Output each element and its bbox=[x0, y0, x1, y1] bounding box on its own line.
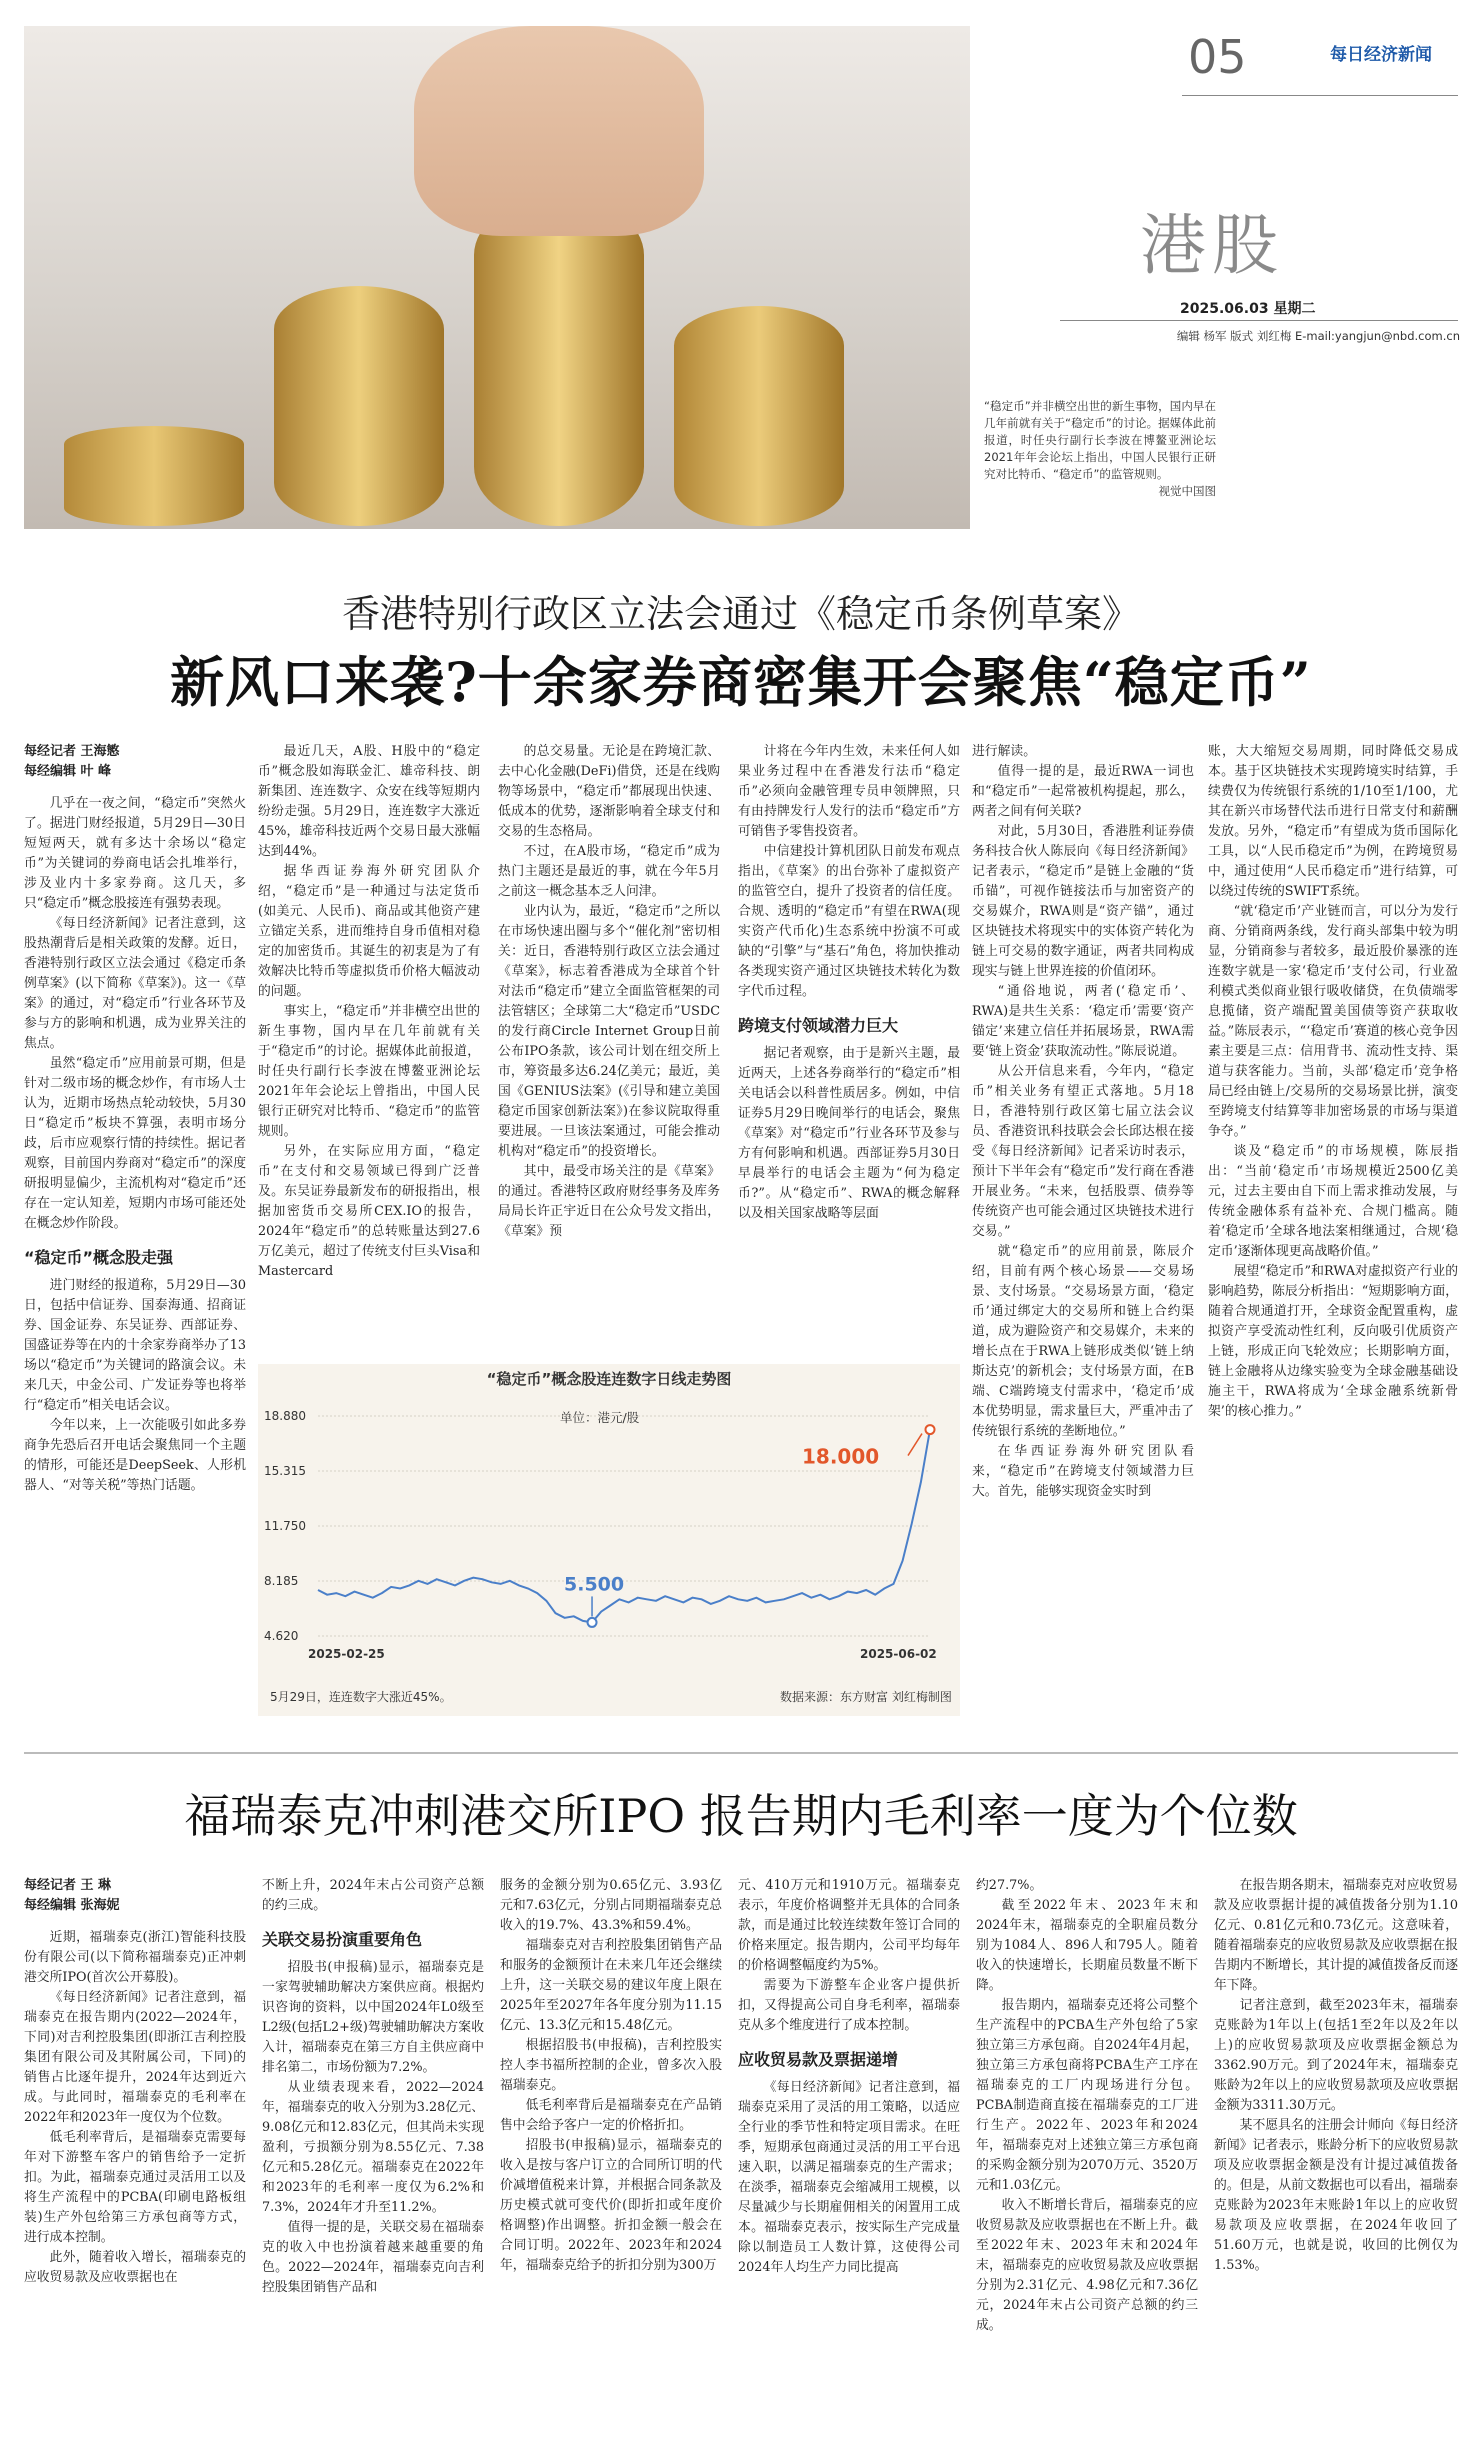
paragraph: 在华西证券海外研究团队看来，“稳定币”在跨境支付领域潜力巨大。首先，能够实现资金实时到 bbox=[972, 1444, 1194, 1499]
paragraph: 福瑞泰克对吉利控股集团销售产品和服务的金额预计在未来几年还会继续上升，这一关联交易的建议年度上限在2025年至2027年各年度分别为11.15亿元、13.3亿元和15.48亿元。 bbox=[500, 1938, 722, 2033]
paragraph: 《每日经济新闻》记者注意到，这股热潮背后是相关政策的发酵。近日，香港特别行政区立法会通过《稳定币条例草案》(以下简称《草案》)。这一《草案》的通过，对“稳定币”行业各环节及参与方的影响和机遇，成为业界关注的焦点。 bbox=[24, 916, 246, 1051]
story2-column-3 bbox=[500, 1876, 722, 2416]
paragraph: 计将在今年内生效，未来任何人如果业务过程中在香港发行法币“稳定币”必须向金融管理专员申领牌照，只有由持牌发行人发行的法币“稳定币”方可销售予零售投资者。 bbox=[738, 744, 960, 839]
story2-column-4 bbox=[738, 1876, 960, 2416]
data-label: 5.500 bbox=[564, 1573, 625, 1596]
story2-column-6 bbox=[1214, 1876, 1458, 2416]
paragraph: 约27.7%。 bbox=[976, 1878, 1043, 1893]
paragraph: 值得一提的是，最近RWA一词也和“稳定币”一起常被机构提起，那么，两者之间有何关联? bbox=[972, 764, 1194, 819]
paragraph: 虽然“稳定币”应用前景可期，但是针对二级市场的概念炒作，有市场人士认为，近期市场热点轮动较快，5月30日“稳定币”板块不算强，表明市场分歧，后市应观察行情的持续性。据记者观察，目前国内券商对“稳定币”的深度研报明显偏少，主流机构对“稳定币”还存在一定认知差，短期内市场可能还处在概念炒作阶段。 bbox=[24, 1056, 246, 1231]
paragraph: 对此，5月30日，香港胜利证券债务科技合伙人陈辰向《每日经济新闻》记者表示，“稳定币”是链上金融的“货币锚”，可视作链接法币与加密资产的交易媒介，RWA则是“资产锚”，通过区块链技术将现实中的实体资产转化为链上可交易的数字通证，两者共同构成现实与链上世界连接的价值闭环。 bbox=[972, 824, 1194, 979]
paragraph: 最近几天，A股、H股中的“稳定币”概念股如海联金汇、雄帝科技、朗新集团、连连数字、众安在线等短期内纷纷走强。5月29日，连连数字大涨近45%，雄帝科技近两个交易日最大涨幅达到44%。 bbox=[258, 744, 480, 859]
photo-caption-text: “稳定币”并非横空出世的新生事物，国内早在几年前就有关于“稳定币”的讨论。据媒体此前报道，时任央行副行长李波在博鳌亚洲论坛2021年年会论坛上指出，中国人民银行正研究对比特币、“稳定币”的监管规则。 bbox=[984, 399, 1216, 481]
paragraph: 事实上，“稳定币”并非横空出世的新生事物，国内早在几年前就有关于“稳定币”的讨论。据媒体此前报道，时任央行副行长李波在博鳌亚洲论坛2021年年会论坛上曾指出，中国人民银行正研究对比特币、“稳定币”的监管规则。 bbox=[258, 1004, 480, 1139]
story2-reporter: 每经记者 王 琳 bbox=[24, 1878, 112, 1893]
paragraph: 据记者观察，由于是新兴主题，最近两天，上述各券商举行的“稳定币”相关电话会以科普性质居多。例如，中信证券5月29日晚间举行的电话会，聚焦《草案》对“稳定币”行业各环节及参与方有何影响和机遇。西部证券5月30日早晨举行的电话会主题为“何为稳定币?”。从“稳定币”、RWA的概念解释以及相关国家战略等层面 bbox=[738, 1046, 960, 1221]
x-tick-label: 2025-02-25 bbox=[308, 1647, 385, 1661]
chart-title: “稳定币”概念股连连数字日线走势图 bbox=[486, 1370, 732, 1388]
story1-editor: 每经编辑 叶 峰 bbox=[24, 764, 112, 779]
paragraph: 账，大大缩短交易周期，同时降低交易成本。基于区块链技术实现跨境实时结算，手续费仅为传统银行系统的1/10至1/100，尤其在新兴市场替代法币进行日常支付和薪酬发放。另外，“稳定币”有望成为货币国际化工具，以“人民币稳定币”为例，在跨境贸易中，通过使用“人民币稳定币”进行结算，可以绕过传统的SWIFT系统。 bbox=[1208, 744, 1458, 899]
story2-section-heading-receivable: 应收贸易款及票据递增 bbox=[738, 2050, 899, 2069]
photo-caption bbox=[984, 398, 1216, 500]
paragraph: 低毛利率背后是福瑞泰克在产品销售中会给予客户一定的价格折扣。 bbox=[500, 2098, 722, 2133]
story1-column-1 bbox=[24, 742, 246, 1752]
page-number: 05 bbox=[1188, 30, 1247, 84]
paragraph: 招股书(申报稿)显示，福瑞泰克的收入是按与客户订立的合同所订明的代价减增值税来计算，并根据合同条款及历史模式就可变代价(即折扣或年度价格调整)作出调整。折扣金额一般会在合同订明。2022年、2023年和2024年，福瑞泰克给予的折扣分别为300万 bbox=[500, 2138, 722, 2273]
date-rule bbox=[1060, 320, 1458, 321]
paragraph: 《每日经济新闻》记者注意到，福瑞泰克采用了灵活的用工策略，以适应全行业的季节性和特定项目需求。在旺季，短期承包商通过灵活的用工平台迅速入职，以满足福瑞泰克的生产需求；在淡季，福瑞泰克会缩减用工规模，以尽量减少与长期雇佣相关的闲置用工成本。福瑞泰克表示，按实际生产完成量除以制造员工人数计算，这使得公司2024年人均生产力同比提高 bbox=[738, 2080, 960, 2275]
paragraph: 根据招股书(申报稿)，吉利控股实控人李书福所控制的企业，曾多次入股福瑞泰克。 bbox=[500, 2038, 722, 2093]
paragraph: “通俗地说，两者(‘稳定币’、RWA)是共生关系：‘稳定币’需要‘资产锚定’来建立信任并拓展场景，RWA需要‘链上资金’获取流动性。”陈辰说道。 bbox=[972, 984, 1194, 1059]
paragraph: 从业绩表现来看，2022—2024年，福瑞泰克的收入分别为3.28亿元、9.08亿元和12.83亿元，但其尚未实现盈利，亏损额分别为8.55亿元、7.38亿元和5.28亿元。福瑞泰克在2022年和2023年的毛利率一度仅为6.2%和7.3%，2024年才升至11.2%。 bbox=[262, 2080, 484, 2215]
paragraph: 元、410万元和1910万元。福瑞泰克表示，年度价格调整并无具体的合同条款，而是通过比较连续数年签订合同的价格来厘定。报告期内，公司平均每年的价格调整幅度约为5%。 bbox=[738, 1878, 960, 1973]
data-point-marker bbox=[926, 1425, 935, 1434]
story2-column-2 bbox=[262, 1876, 484, 2416]
paragraph: 不断上升，2024年末占公司资产总额的约三成。 bbox=[262, 1878, 484, 1913]
editor-credits: 编辑 杨军 版式 刘红梅 E-mail:yangjun@nbd.com.cn bbox=[1176, 329, 1460, 343]
paragraph: 进门财经的报道称，5月29日—30日，包括中信证券、国泰海通、招商证券、国金证券、东吴证券、西部证券、国盛证券等在内的十余家券商举办了13场以“稳定币”为关键词的路演会议。未来几天，中金公司、广发证券等也将举行“稳定币”相关电话会议。 bbox=[24, 1278, 246, 1413]
paragraph: 的总交易量。无论是在跨境汇款、去中心化金融(DeFi)借贷，还是在线购物等场景中，“稳定币”都展现出快速、低成本的优势，逐渐影响着全球支付和交易的生态格局。 bbox=[498, 744, 720, 839]
y-tick-label: 15.315 bbox=[264, 1464, 306, 1478]
section-title: 港股 bbox=[1140, 207, 1284, 284]
story1-column-6 bbox=[1208, 742, 1458, 1752]
chart-note: 5月29日，连连数字大涨近45%。 bbox=[270, 1690, 452, 1704]
paragraph: 从公开信息来看，今年内，“稳定币”相关业务有望正式落地。5月18日，香港特别行政区第七届立法会议员、香港资讯科技联会会长邱达根在接受《每日经济新闻》记者采访时表示，预计下半年会有“稳定币”发行商在香港开展业务。“未来，包括股票、债券等传统资产也可能会通过区块链技术进行交易。” bbox=[972, 1064, 1194, 1239]
paragraph: 今年以来，上一次能吸引如此多券商争先恐后召开电话会聚焦同一个主题的情形，可能还是DeepSeek、人形机器人、“对等关税”等热门话题。 bbox=[24, 1418, 246, 1493]
paragraph: 另外，在实际应用方面，“稳定币”在支付和交易领域已得到广泛普及。东吴证券最新发布的研报指出，根据加密货币交易所CEX.IO的报告，2024年“稳定币”的总转账量达到27.6万亿美元，超过了传统支付巨头Visa和Mastercard bbox=[258, 1144, 480, 1279]
paragraph: 谈及“稳定币”的市场规模，陈辰指出：“当前‘稳定币’市场规模近2500亿美元，过去主要由自下而上需求推动发展，与传统金融体系有益补充、合规门槛高。随着‘稳定币’全球各地法案相继通过，合规‘稳定币’逐渐体现更高战略价值。” bbox=[1208, 1144, 1458, 1259]
story1-column-2 bbox=[258, 742, 480, 1354]
paragraph: 近期，福瑞泰克(浙江)智能科技股份有限公司(以下简称福瑞泰克)正冲刺港交所IPO(首次公开募股)。 bbox=[24, 1930, 246, 1985]
paragraph: 记者注意到，截至2023年末，福瑞泰克账龄为1年以上(包括1至2年以及2年以上)的应收贸易款项及应收票据金额总为3362.90万元。到了2024年末，福瑞泰克账龄为2年以上的应收贸易款项及应收票据金额为3311.30万元。 bbox=[1214, 1998, 1458, 2113]
paragraph: 此外，随着收入增长，福瑞泰克的应收贸易款及应收票据也在 bbox=[24, 2250, 246, 2285]
story2-headline: 福瑞泰克冲刺港交所IPO 报告期内毛利率一度为个位数 bbox=[184, 1789, 1298, 1843]
y-tick-label: 4.620 bbox=[264, 1629, 299, 1643]
masthead-rule bbox=[1182, 95, 1458, 96]
y-tick-label: 8.185 bbox=[264, 1574, 299, 1588]
issue-date: 2025.06.03 星期二 bbox=[1180, 301, 1316, 317]
paragraph: 招股书(申报稿)显示，福瑞泰克是一家驾驶辅助解决方案供应商。根据灼识咨询的资料，以中国2024年L0级至L2级(包括L2+级)驾驶辅助解决方案收入计，福瑞泰克在第三方自主供应商中排名第二，市场份额为7.2%。 bbox=[262, 1960, 484, 2075]
paragraph: 低毛利率背后，是福瑞泰克需要每年对下游整车客户的销售给予一定折扣。为此，福瑞泰克通过灵活用工以及将生产流程中的PCBA(印刷电路板组装)生产外包给第三方承包商等方式，进行成本控制。 bbox=[24, 2130, 246, 2245]
paragraph: 几乎在一夜之间，“稳定币”突然火了。据进门财经报道，5月29日—30日短短两天，就有多达十余场以“稳定币”为关键词的券商电话会扎堆举行，涉及业内十多家券商。这几天，多只“稳定币”概念股接连有强势表现。 bbox=[24, 796, 246, 911]
story1-column-5 bbox=[972, 742, 1194, 1752]
story-divider bbox=[24, 1752, 1458, 1754]
story1-section-heading-cross-border: 跨境支付领域潜力巨大 bbox=[738, 1016, 899, 1035]
story1-reporter: 每经记者 王海慜 bbox=[24, 744, 120, 759]
story1-headline: 新风口来袭?十余家券商密集开会聚焦“稳定币” bbox=[170, 650, 1312, 714]
y-tick-label: 18.880 bbox=[264, 1409, 306, 1423]
data-label: 18.000 bbox=[802, 1444, 880, 1469]
chart-source: 数据来源：东方财富 刘红梅制图 bbox=[780, 1690, 952, 1704]
story1-column-4 bbox=[738, 742, 960, 1354]
paragraph: 报告期内，福瑞泰克还将公司整个生产流程中的PCBA生产外包给了5家独立第三方承包商。自2024年4月起，独立第三方承包商将PCBA生产工序在福瑞泰克的工厂内现场进行分包。PCBA制造商直接在福瑞泰克的工厂进行生产。2022年、2023年和2024年，福瑞泰克对上述独立第三方承包商的采购金额分别为2070万元、3520万元和1.03亿元。 bbox=[976, 1998, 1198, 2193]
line-chart bbox=[258, 1394, 960, 1686]
paragraph: 截至2022年末、2023年末和2024年末，福瑞泰克的全职雇员数分别为1084人、896人和795人。随着收入的快速增长，长期雇员数量不断下降。 bbox=[976, 1898, 1198, 1993]
annotation-leader bbox=[908, 1434, 922, 1456]
paragraph: 不过，在A股市场，“稳定币”成为热门主题还是最近的事，就在今年5月之前这一概念基本乏人问津。 bbox=[498, 844, 720, 899]
paper-name: 每日经济新闻 bbox=[1330, 45, 1432, 65]
paragraph: 《每日经济新闻》记者注意到，福瑞泰克在报告期内(2022—2024年，下同)对吉利控股集团(即浙江吉利控股集团有限公司及其附属公司，下同)的销售占比逐年提升，2024年达到近六成。与此同时，福瑞泰克的毛利率在2022年和2023年一度仅为个位数。 bbox=[24, 1990, 246, 2125]
y-tick-label: 11.750 bbox=[264, 1519, 306, 1533]
paragraph: 进行解读。 bbox=[972, 744, 1036, 759]
paragraph: 在报告期各期末，福瑞泰克对应收贸易款及应收票据计提的减值拨备分别为1.10亿元、0.81亿元和0.73亿元。这意味着，随着福瑞泰克的应收贸易款及应收票据在报告期内不断增长，其计提的减值拨备反而逐年下降。 bbox=[1214, 1878, 1458, 1993]
story1-subhead: 香港特别行政区立法会通过《稳定币条例草案》 bbox=[341, 592, 1140, 636]
photo-credit: 视觉中国图 bbox=[1158, 484, 1216, 498]
story1-section-heading-concept: “稳定币”概念股走强 bbox=[24, 1248, 174, 1267]
paragraph: 业内认为，最近，“稳定币”之所以在市场快速出圈与多个“催化剂”密切相关：近日，香港特别行政区立法会通过《草案》，标志着香港成为全球首个针对法币“稳定币”建立全面监管框架的司法管辖区；全球第二大“稳定币”USDC的发行商Circle Internet Group日前公布IPO条款，该公司计划在纽交所上市，筹资最多达6.24亿美元；最近，美国《GENIUS法案》(《引导和建立美国稳定币国家创新法案》)在参议院取得重要进展。一旦该法案通过，可能会推动机构对“稳定币”的投资增长。 bbox=[498, 904, 720, 1159]
story2-column-1 bbox=[24, 1876, 246, 2416]
paragraph: 收入不断增长背后，福瑞泰克的应收贸易款及应收票据也在不断上升。截至2022年末、2023年末和2024年末，福瑞泰克的应收贸易款及应收票据分别为2.31亿元、4.98亿元和7.36亿元，2024年末占公司资产总额的约三成。 bbox=[976, 2198, 1198, 2333]
paragraph: 展望“稳定币”和RWA对虚拟资产行业的影响趋势，陈辰分析指出：“短期影响方面，随着合规通道打开，全球资金配置重构，虚拟资产享受流动性红利，反向吸引优质资产上链，形成正向飞轮效应；长期影响方面，链上金融将从边缘实验变为全球金融基础设施主干，RWA将成为‘全球金融系统新骨架’的核心推力。” bbox=[1208, 1264, 1458, 1419]
paragraph: 值得一提的是，关联交易在福瑞泰克的收入中也扮演着越来越重要的角色。2022—2024年，福瑞泰克向吉利控股集团销售产品和 bbox=[262, 2220, 484, 2295]
paragraph: 需要为下游整车企业客户提供折扣，又得提高公司自身毛利率，福瑞泰克从多个维度进行了成本控制。 bbox=[738, 1978, 960, 2033]
hero-photo-coins bbox=[24, 26, 970, 529]
paragraph: 据华西证券海外研究团队介绍，“稳定币”是一种通过与法定货币(如美元、人民币)、商品或其他资产建立锚定关系，进而维持自身币值相对稳定的加密货币。其诞生的初衷是为了有效解决比特币等虚拟货币价格大幅波动的问题。 bbox=[258, 864, 480, 999]
story2-editor: 每经编辑 张海妮 bbox=[24, 1898, 120, 1913]
story2-section-heading-related: 关联交易扮演重要角色 bbox=[262, 1930, 423, 1949]
paragraph: 其中，最受市场关注的是《草案》的通过。香港特区政府财经事务及库务局局长许正宇近日在公众号发文指出，《草案》预 bbox=[498, 1164, 720, 1239]
story1-column-3 bbox=[498, 742, 720, 1354]
paragraph: 服务的金额分别为0.65亿元、3.93亿元和7.63亿元，分别占同期福瑞泰克总收入的19.7%、43.3%和59.4%。 bbox=[500, 1878, 722, 1933]
paragraph: 某不愿具名的注册会计师向《每日经济新闻》记者表示，账龄分析下的应收贸易款项及应收票据金额是没有计提过减值拨备的。但是，从前文数据也可以看出，福瑞泰克账龄为2023年末账龄1年以上的应收贸易款项及应收票据，在2024年收回了51.60万元，也就是说，收回的比例仅为1.53%。 bbox=[1214, 2118, 1458, 2273]
paragraph: 就“稳定币”的应用前景，陈辰介绍，目前有两个核心场景——交易场景、支付场景。“交易场景方面，‘稳定币’通过绑定大的交易所和链上合约渠道，成为避险资产和交易媒介，未来的增长点在于RWA上链形成类似‘链上纳斯达克’的新机会；支付场景方面，在B端、C端跨境支付需求中，‘稳定币’成本优势明显，需求量巨大，严重冲击了传统银行系统的垄断地位。” bbox=[972, 1244, 1194, 1439]
x-tick-label: 2025-06-02 bbox=[860, 1647, 937, 1661]
paragraph: 中信建投计算机团队日前发布观点指出，《草案》的出台弥补了虚拟资产的监管空白，提升了投资者的信任度。合规、透明的“稳定币”有望在RWA(现实资产代币化)生态系统中扮演不可或缺的“引擎”与“基石”角色，将加快推动各类现实资产通过区块链技术转化为数字代币过程。 bbox=[738, 844, 960, 999]
chart-unit-label: 单位：港元/股 bbox=[560, 1410, 640, 1425]
story2-column-5 bbox=[976, 1876, 1198, 2416]
paragraph: “就‘稳定币’产业链而言，可以分为发行商、分销商两条线，发行商头部集中较为明显，分销商参与者较多，最近股价暴涨的连连数字就是一家‘稳定币’支付公司，行业盈利模式类似商业银行吸收储贷，在负债端零息揽储，资产端配置美国债等资产获取收益。”陈辰表示，“‘稳定币’赛道的核心竞争因素主要是三点：信用背书、流动性支持、渠道与获客能力。当前，头部‘稳定币’竞争格局已经由链上/交易所的交易场景比拼，演变至跨境支付结算等非加密场景的市场与渠道争夺。” bbox=[1208, 904, 1458, 1139]
data-point-marker bbox=[588, 1618, 597, 1627]
